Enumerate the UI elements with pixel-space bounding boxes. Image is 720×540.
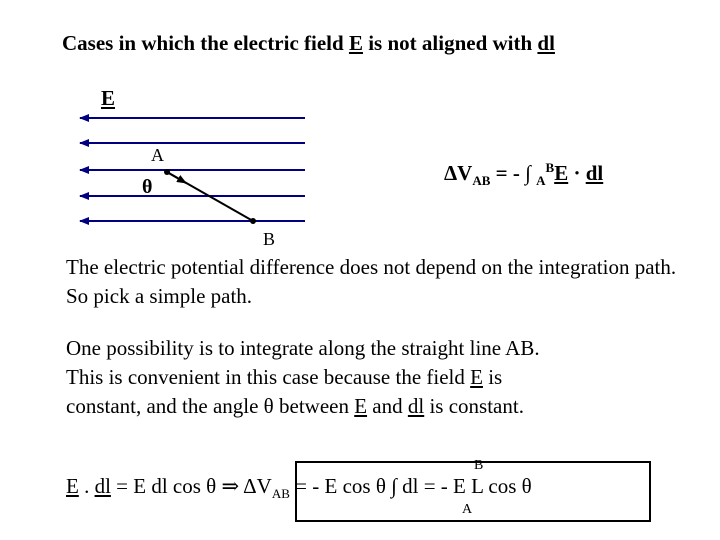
angle-label: θ bbox=[142, 176, 153, 198]
paragraph2-line3: constant, and the angle θ between E and dl is constant. bbox=[66, 394, 524, 418]
paragraph2-line1: One possibility is to integrate along the straight line AB. bbox=[66, 336, 540, 360]
point-a-label: A bbox=[151, 145, 164, 165]
point-b-dot bbox=[250, 218, 256, 224]
dl-arrow bbox=[167, 172, 186, 183]
slide-title: Cases in which the electric field E is not aligned with dl bbox=[62, 31, 555, 55]
paragraph-path-independence: The electric potential difference does not depend on the integration path. So pick a simple path. bbox=[66, 255, 677, 308]
paragraph2-line2: This is convenient in this case because the field E is bbox=[66, 365, 503, 389]
paragraph-straight-line bbox=[66, 334, 686, 421]
integral-lower-limit: A bbox=[462, 502, 473, 517]
field-label: E bbox=[101, 86, 116, 110]
point-b-label: B bbox=[263, 229, 276, 249]
integral-upper-limit: B bbox=[474, 458, 484, 473]
potential-difference-formula: $\Delta V_{AB}$ = - ∫ $_A^B$E · dl bbox=[444, 160, 604, 189]
point-a-dot bbox=[164, 169, 170, 175]
result-formula: E . dl = E dl cos θ ⇒ $\Delta V_{AB}$ = - E cos θ ∫ dl = - E L cos θ bbox=[66, 474, 532, 502]
